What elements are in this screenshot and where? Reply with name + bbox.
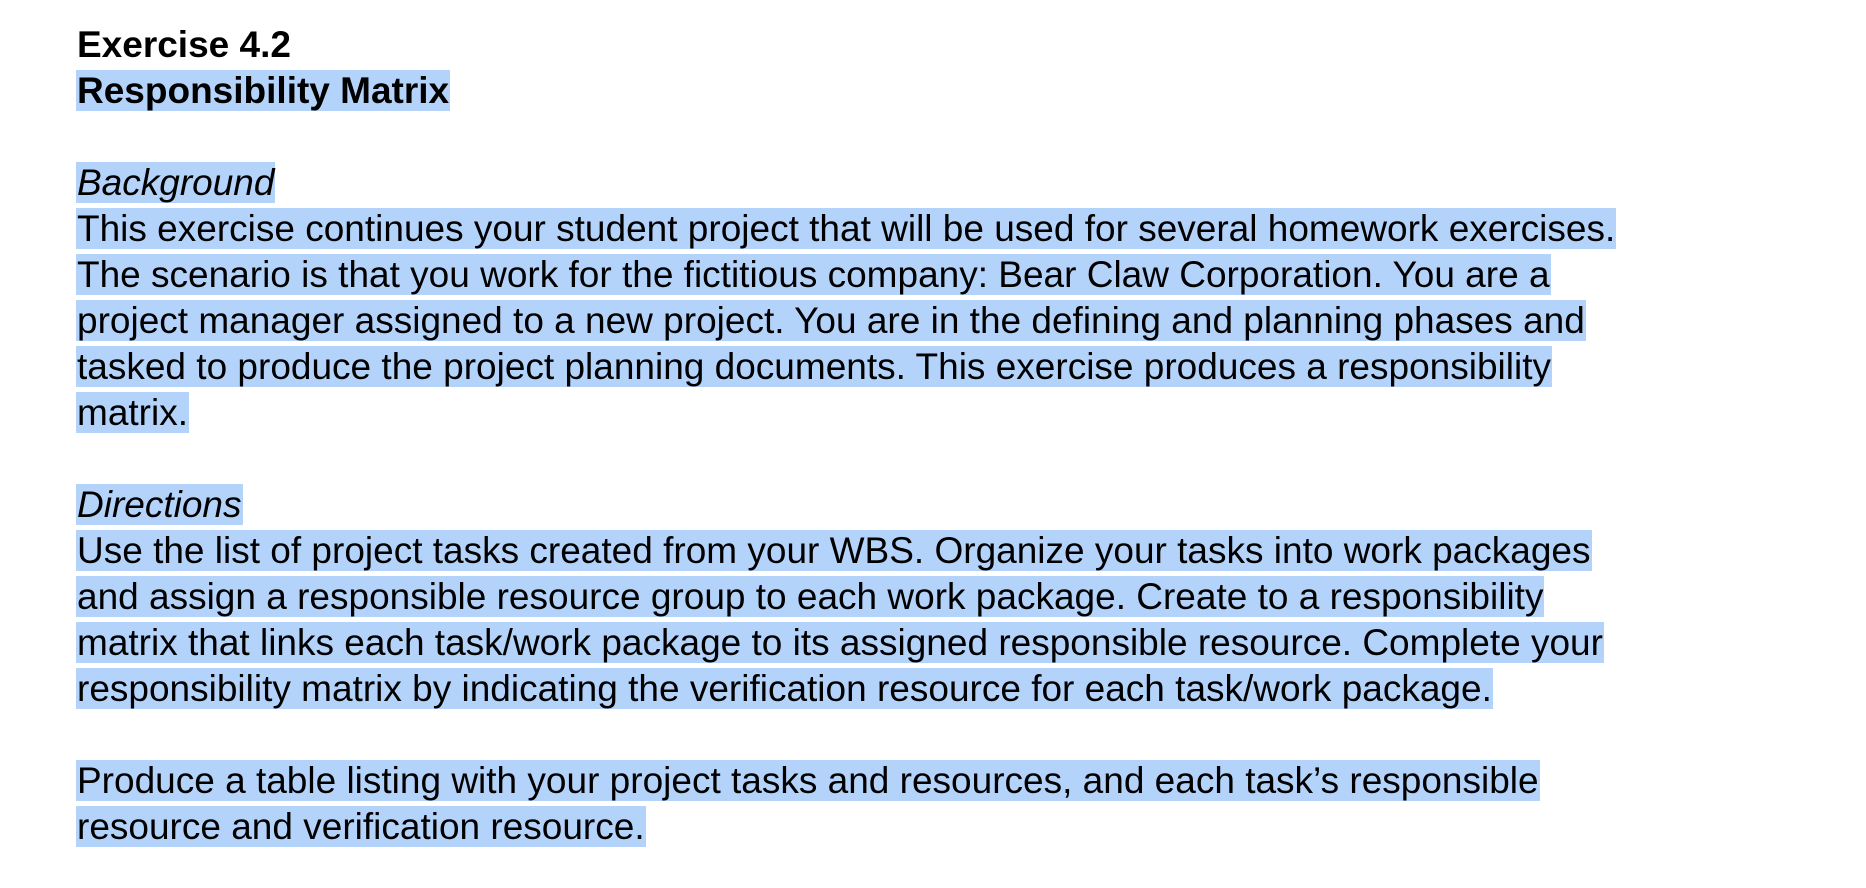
paragraph-gap (77, 436, 1857, 482)
directions-line (77, 528, 1857, 574)
directions-text[interactable]: matrix that links each task/work package to its assigned responsible resource. Complete your (77, 622, 1603, 663)
document-body (77, 22, 1857, 850)
directions-line (77, 620, 1857, 666)
exercise-title-line (77, 68, 1857, 114)
directions-heading-line (77, 482, 1857, 528)
directions-text[interactable]: and assign a responsible resource group to each work package. Create to a responsibility (77, 576, 1544, 617)
directions-final-text[interactable]: resource and verification resource. (77, 806, 645, 847)
exercise-number-line (77, 22, 1857, 68)
background-line (77, 344, 1857, 390)
directions-line (77, 574, 1857, 620)
background-text[interactable]: project manager assigned to a new project. You are in the defining and planning phases and (77, 300, 1585, 341)
background-line (77, 390, 1857, 436)
background-line (77, 206, 1857, 252)
background-line (77, 298, 1857, 344)
paragraph-gap (77, 712, 1857, 758)
background-text[interactable]: This exercise continues your student project that will be used for several homework exercises. (77, 208, 1616, 249)
directions-text[interactable]: Use the list of project tasks created from your WBS. Organize your tasks into work packages (77, 530, 1591, 571)
background-heading[interactable]: Background (77, 162, 275, 203)
background-text[interactable]: tasked to produce the project planning documents. This exercise produces a responsibility (77, 346, 1551, 387)
background-text[interactable]: matrix. (77, 392, 188, 433)
directions-final-text[interactable]: Produce a table listing with your project tasks and resources, and each task’s responsible (77, 760, 1539, 801)
directions-final-line (77, 804, 1857, 850)
directions-final-line (77, 758, 1857, 804)
background-heading-line (77, 160, 1857, 206)
directions-line (77, 666, 1857, 712)
directions-heading[interactable]: Directions (77, 484, 242, 525)
exercise-title[interactable]: Responsibility Matrix (77, 70, 450, 111)
background-line (77, 252, 1857, 298)
background-text[interactable]: The scenario is that you work for the fictitious company: Bear Claw Corporation. You are a (77, 254, 1550, 295)
exercise-number[interactable]: Exercise 4.2 (77, 24, 291, 65)
directions-text[interactable]: responsibility matrix by indicating the verification resource for each task/work package. (77, 668, 1492, 709)
paragraph-gap (77, 114, 1857, 160)
